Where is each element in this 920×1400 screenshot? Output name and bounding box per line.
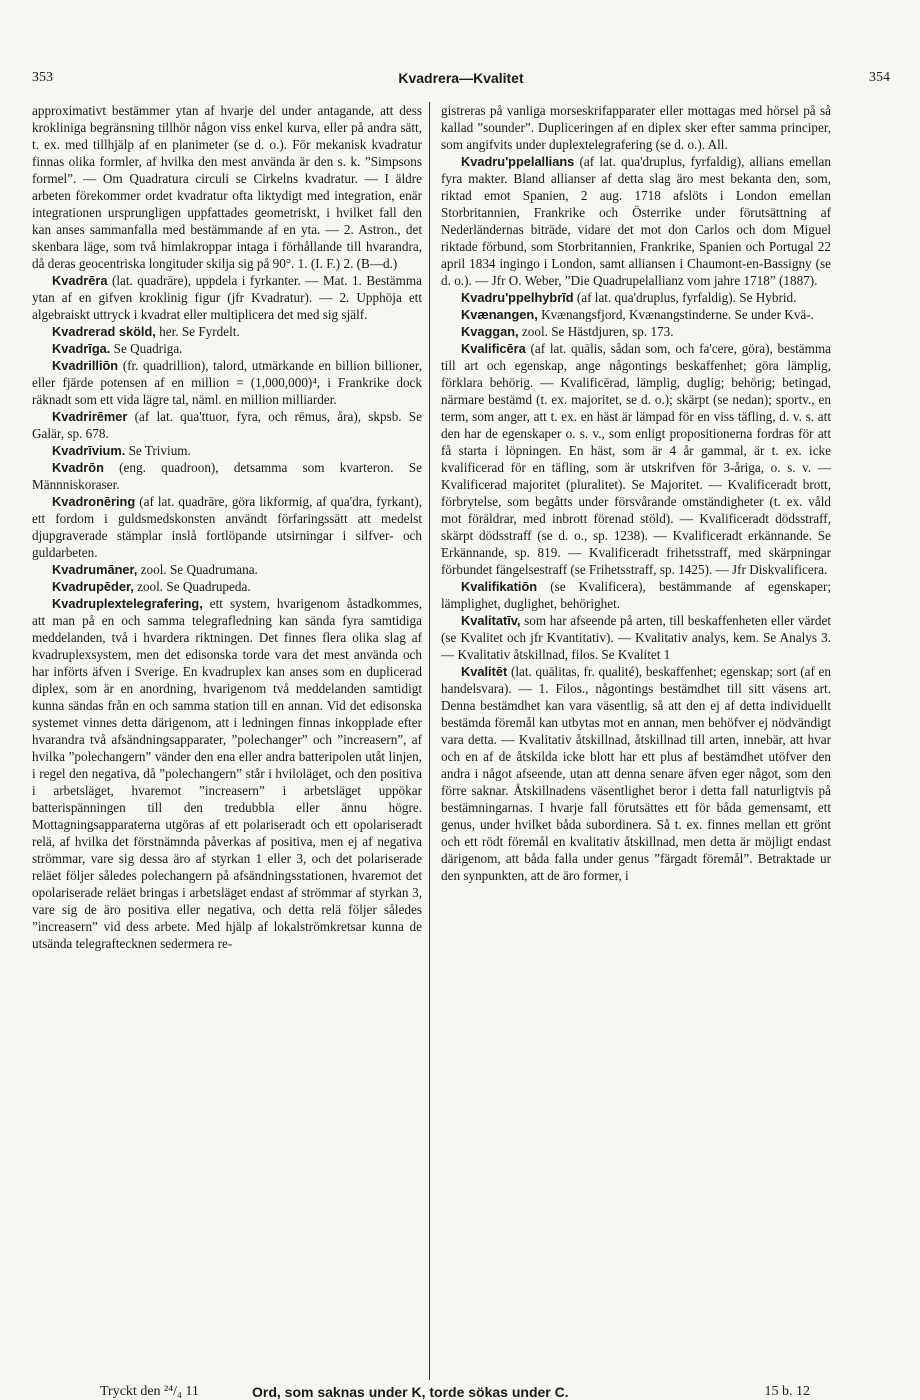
entry-headword: Kvadrirēmer <box>52 409 128 424</box>
footer-signature: 15 b. 12 <box>764 1384 810 1399</box>
footer-note: Ord, som saknas under K, torde sökas under C. <box>252 1384 569 1400</box>
dictionary-entry <box>32 357 422 408</box>
entry-headword: Kvadru'ppelhybrīd <box>461 290 574 305</box>
entry-headword: Kvænangen, <box>461 307 538 322</box>
entry-headword: Kvalitatīv, <box>461 613 521 628</box>
dictionary-entry <box>441 289 831 306</box>
dictionary-entry <box>32 493 422 561</box>
entry-text: zool. Se Quadrumana. <box>140 562 258 577</box>
entry-text: Kvænangsfjord, Kvænangstinderne. Se under Kvä-. <box>541 307 814 322</box>
entry-headword: Kvalificēra <box>461 341 526 356</box>
entry-headword: Kvalitēt <box>461 664 508 679</box>
entry-text: (af lat. qua'ttuor, fyra, och rēmus, åra), skpsb. Se Galär, sp. 678. <box>32 409 422 441</box>
entry-headword: Kvadronēring <box>52 494 136 509</box>
entry-headword: Kvadrīvium. <box>52 443 126 458</box>
dictionary-entry <box>32 595 422 952</box>
entry-headword: Kvadruplextelegrafering, <box>52 596 203 611</box>
footer-print-date: Tryckt den ²⁴/₄ 11 <box>100 1384 199 1399</box>
entry-headword: Kvadrēra <box>52 273 108 288</box>
page-number-right: 354 <box>869 70 890 85</box>
entry-text: Se Trivium. <box>128 443 191 458</box>
entry-text: ett system, hvarigenom åstadkommes, att man på en och samma telegrafledning kan sända fyra samtidiga meddelanden, två i hvardera riktningen. Det finnes flera olika slag af kvadruplexsystem, men det edisonska torde vara det mest använda och har införts äfven i Sverige. En kvadruplex kan anses som en duplicerad diplex, som är en anordning, hvarigenom två meddelanden samtidigt kunna sändas från en och samma station till en annan. Vid det edisonska systemet vinnes detta därigenom, att i ledningen finnas inkopplade efter hvarandra två afsändningsapparater, ”polechanger” och ”increasern”, af hvilka ”polechangern” vänder den ena eller andra batteripolen utåt linjen, i regel den negativa, då ”polechangern” står i hviloläget, och den positiva i arbetsläget, hvaremot ”increasern” i arbetsläget uppökar batterispänningen till den tredubbla eller ännu högre. Mottagningsapparaterna utgöras af ett polariseradt och ett opolariseradt relä, af hvilka det förstnämnda påverkas af positiva, men ej af negativa strömmar, vare sig dessa äro af styrkan 1 eller 3, och det polariserade reläet följer således polechangern på afsändningsstationen, hvaremot det opolariserade reläet bringas i arbetsläget endast af strömmar af styrkan 3, vare sig de äro positiva eller negativa, och detta relä följer således ”increasern” vid dess arbete. Med hjälp af lokalströmkretsar kunna de utsända telegraftecknen sedermera re- <box>32 596 422 951</box>
entry-headword: Kvadrīga. <box>52 341 111 356</box>
dictionary-entry <box>32 323 422 340</box>
dictionary-entry <box>441 153 831 289</box>
entry-text: som har afseende på arten, till beskaffenheten eller värdet (se Kvalitet och jfr Kvantitativ). — Kvalitativ analys, kem. Se Analys 3. — Kvalitativ åtskillnad, filos. Se Kvalitet 1 <box>441 613 831 662</box>
dictionary-entry <box>441 578 831 612</box>
dictionary-entry <box>32 459 422 493</box>
entry-text: Se Quadriga. <box>113 341 183 356</box>
dictionary-entry <box>32 561 422 578</box>
column-divider <box>429 102 430 1380</box>
dictionary-entry <box>32 102 422 272</box>
entry-headword: Kvaggan, <box>461 324 519 339</box>
dictionary-entry <box>441 340 831 578</box>
entry-text: (lat. quālitas, fr. qualité), beskaffenhet; egenskap; sort (af en handelsvara). — 1. Filos., någontings bestämdhet till sitt väsens art. Denna bestämdhet kan vara väsentlig, så att den ej af detta individuellt bestämda föremål kan utbytas mot en annan, men behöfver ej nödvändigt vara detta. — Kvalitativ åtskillnad, åtskillnad till arten, innebär, att hvar och en af de åtskilda icke blott har ett plus af bestämdhet utöfver den andra i något afseende, utan att denna senare äfven eger något, som den förre saknar. Åtskillnadens väsentlighet beror i detta fall naturligtvis på bestämningarnas. I hvarje fall förutsättes ett för båda gemensamt, ett genus, under hvilket båda subordinera. Så t. ex. finnes mellan ett grönt och ett rödt föremål en kvalitativ åtskillnad, men detta är möjligt endast därigenom, att båda falla under genus ”färgadt föremål”. Betraktade ur den synpunkten, att de äro former, i <box>441 664 831 883</box>
dictionary-entry <box>441 323 831 340</box>
entry-text: (se Kvalificera), bestämmande af egenskaper; lämplighet, duglighet, behörighet. <box>441 579 831 611</box>
entry-headword: Kvadrōn <box>52 460 104 475</box>
dictionary-entry <box>441 663 831 884</box>
entry-text: (fr. quadrillion), talord, utmärkande en billion billioner, eller fjärde potensen af en million = (1,000,000)⁴, i Frankrike dock räknadt som ett vida lägre tal, näml. en million milliarder. <box>32 358 422 407</box>
entry-headword: Kvadrerad sköld, <box>52 324 156 339</box>
entry-text: (af lat. qua'druplus, fyrfaldig). Se Hybrid. <box>576 290 797 305</box>
entry-text: (af lat. qua'druplus, fyrfaldig), allians emellan fyra makter. Bland allianser af detta slag äro mest bekanta den, som, riktad emot Spanien, 2 aug. 1718 afslöts i London emellan Storbritannien, Frankrike och Österrike under förutsättning af Nederländernas biträde, vidare det mot don Carlos och dom Miguel riktade förbund, som Storbritannien, Frankrike, Spanien och Portugal 22 april 1834 ingingo i London, samt alliansen i Chaumont-en-Bassigny (se d. o.). — Jfr O. Weber, ”Die Quadrupelallianz vom jahre 1718” (1887). <box>441 154 831 288</box>
entry-text: (eng. quadroon), detsamma som kvarteron. Se Männniskoraser. <box>32 460 422 492</box>
entry-text: approximativt bestämmer ytan af hvarje del under antagande, att dess krokliniga begränsning tillhör någon viss enkel kurva, eller på andra sätt, t. ex. med tillhjälp af en planimeter (se d. o.). För mekanisk kvadratur finnas olika formler, af hvilka den mest använda är den s. k. ”Simpsons formel”. — Om Quadratura circuli se Cirkelns kvadratur. — I äldre arbeten förekommer ordet kvadratur ofta liktydigt med integration, enär integrationen ursprungligen uppfattades geometriskt, i hvilket fall den kan anses sammanfalla med bestämmande af en yta. — 2. Astron., det skenbara läge, som två himlakroppar intaga i förhållande till hvarandra, då deras geocentriska longituder skilja sig på 90°. 1. (I. F.) 2. (B—d.) <box>32 103 422 271</box>
dictionary-entry <box>32 408 422 442</box>
entry-text: (lat. quadrāre), uppdela i fyrkanter. — Mat. 1. Bestämma ytan af en gifven kroklinig figur (jfr Kvadratur). — 2. Upphöja ett algebraiskt uttryck i kvadrat eller multiplicera det med sig själf. <box>32 273 422 322</box>
dictionary-entry <box>32 578 422 595</box>
entry-text: (af lat. quadrāre, göra likformig, af qua'dra, fyrkant), ett fordom i guldsmedskonsten användt förfaringssätt att medelst djupgraverade stämplar inslå fortlöpande utsirningar i silfver- och guldarbeten. <box>32 494 422 560</box>
dictionary-entry <box>441 612 831 663</box>
page-number-left: 353 <box>32 70 53 85</box>
entry-headword: Kvadrilliōn <box>52 358 119 373</box>
entry-text: zool. Se Quadrupeda. <box>137 579 251 594</box>
entry-text: gistreras på vanliga morseskrifapparater eller mottagas med hörsel på så kallad ”sounder”. Dupliceringen af en diplex sker efter samma principer, som angifvits under duplextelegrafering (se d. o.). All. <box>441 103 831 152</box>
dictionary-entry <box>32 272 422 323</box>
entry-headword: Kvalifikatiōn <box>461 579 538 594</box>
dictionary-entry <box>441 306 831 323</box>
entry-text: her. Se Fyrdelt. <box>159 324 240 339</box>
page-title: Kvadrera—Kvalitet <box>398 70 524 86</box>
dictionary-entry <box>441 102 831 153</box>
page-header <box>32 70 890 92</box>
right-column <box>441 102 831 1400</box>
entry-text: zool. Se Hästdjuren, sp. 173. <box>521 324 674 339</box>
entry-headword: Kvadrupēder, <box>52 579 134 594</box>
left-column <box>32 102 422 1400</box>
entry-headword: Kvadrumāner, <box>52 562 138 577</box>
entry-headword: Kvadru'ppelallians <box>461 154 575 169</box>
entry-text: (af lat. quālis, sådan som, och fa'cere, göra), bestämma till art och egenskap, ange någontings beskaffenhet; göra lämplig, förklara behörig. — Kvalificērad, lämplig, duglig; behörig; betingad, närmare bestämd (t. ex. majoritet, se d. o.); skärpt (se nedan); sportv., en term, som anger, att t. ex. en häst är lämpad för en viss täfling, d. v. s. att den har de egenskaper o. s. v., som enligt propositionerna fordras för att få starta i löpningen. En häst, som är 4 år gammal, är t. ex. icke kvalificerad för en täfling, som är utskrifven för 3-åriga, o. s. v. — Kvalificerad majoritet (pluralitet). Se Majoritet. — Kvalificeradt brott, förbrytelse, som begåtts under försvårande omständigheter (t. ex. våld mot föräldrar, med inbrott förenad stöld). — Kvalificeradt dödsstraff, skärpt dödsstraff (se d. o., sp. 1238). — Kvalificeradt erkännande. Se Erkännande, sp. 819. — Kvalificeradt frihetsstraff, med skärpningar förbundet fängelsestraff (se Frihetsstraff, sp. 1425). — Jfr Diskvalificera. <box>441 341 831 577</box>
dictionary-entry <box>32 442 422 459</box>
dictionary-entry <box>32 340 422 357</box>
